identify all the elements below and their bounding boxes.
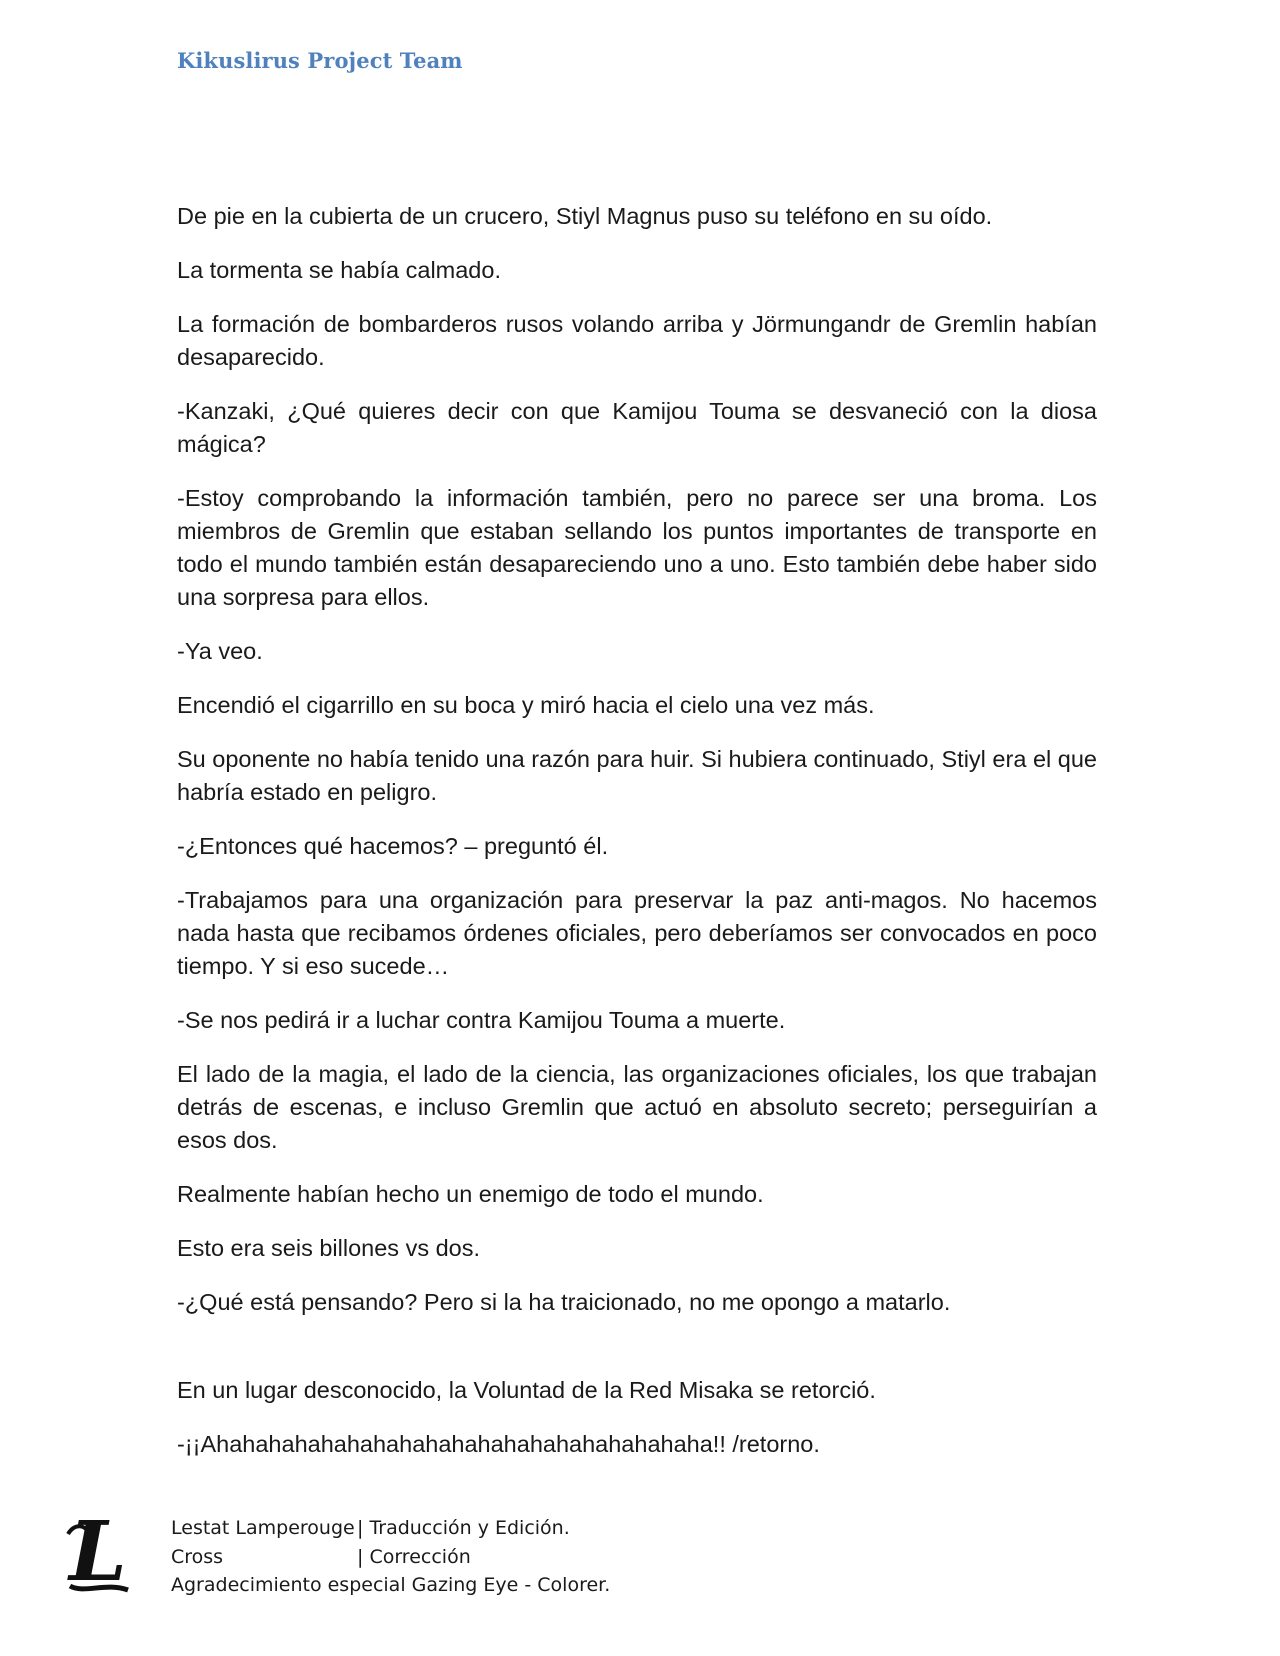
gothic-l-logo-icon: [62, 1512, 134, 1596]
paragraph: -Kanzaki, ¿Qué quieres decir con que Kamijou Touma se desvaneció con la diosa mágica?: [177, 398, 1097, 457]
paragraph: -¿Qué está pensando? Pero si la ha traicionado, no me opongo a matarlo.: [177, 1289, 951, 1315]
credit-name: Lestat Lamperouge: [171, 1517, 355, 1539]
paragraph: -¡¡Ahahahahahahahahahahahahahahahahahahaha!! /retorno.: [177, 1431, 820, 1457]
paragraph: -Trabajamos para una organización para preservar la paz anti-magos. No hacemos nada hasta que recibamos órdenes oficiales, pero deberíamos ser convocados en poco tiempo. Y si eso sucede…: [177, 887, 1097, 979]
special-thanks: Agradecimiento especial Gazing Eye - Colorer.: [171, 1574, 611, 1596]
paragraph: Su oponente no había tenido una razón para huir. Si hubiera continuado, Stiyl era el que habría estado en peligro.: [177, 746, 1097, 805]
paragraph: Esto era seis billones vs dos.: [177, 1235, 481, 1261]
credit-row: [171, 1543, 610, 1572]
logo-letter: L: [69, 1512, 127, 1596]
paragraph: El lado de la magia, el lado de la ciencia, las organizaciones oficiales, los que trabajan detrás de escenas, e incluso Gremlin que actuó en absoluto secreto; perseguirían a esos dos.: [177, 1061, 1097, 1153]
credit-role: | Traducción y Edición.: [357, 1517, 570, 1539]
document-body: [177, 200, 1097, 1482]
paragraph: De pie en la cubierta de un crucero, Stiyl Magnus puso su teléfono en su oído.: [177, 203, 993, 229]
credit-role: | Corrección: [357, 1545, 471, 1568]
paragraph: En un lugar desconocido, la Voluntad de la Red Misaka se retorció.: [177, 1377, 876, 1403]
page-header-title: Kikuslirus Project Team: [177, 48, 463, 73]
paragraph: -¿Entonces qué hacemos? – preguntó él.: [177, 833, 609, 859]
paragraph: Realmente habían hecho un enemigo de todo el mundo.: [177, 1181, 764, 1207]
paragraph: -Estoy comprobando la información también, pero no parece ser una broma. Los miembros de Gremlin que estaban sellando los puntos importantes de transporte en todo el mundo también están desapareciendo uno a uno. Esto también debe haber sido una sorpresa para ellos.: [177, 485, 1097, 610]
paragraph: La formación de bombarderos rusos volando arriba y Jörmungandr de Gremlin habían desaparecido.: [177, 311, 1097, 370]
credit-name: Cross: [171, 1545, 224, 1568]
paragraph: Encendió el cigarrillo en su boca y miró hacia el cielo una vez más.: [177, 692, 875, 718]
paragraph: -Ya veo.: [177, 638, 263, 664]
paragraph: La tormenta se había calmado.: [177, 257, 501, 283]
paragraph: -Se nos pedirá ir a luchar contra Kamijou Touma a muerte.: [177, 1007, 786, 1033]
credit-row: [171, 1514, 610, 1543]
footer-credits: [171, 1514, 610, 1600]
